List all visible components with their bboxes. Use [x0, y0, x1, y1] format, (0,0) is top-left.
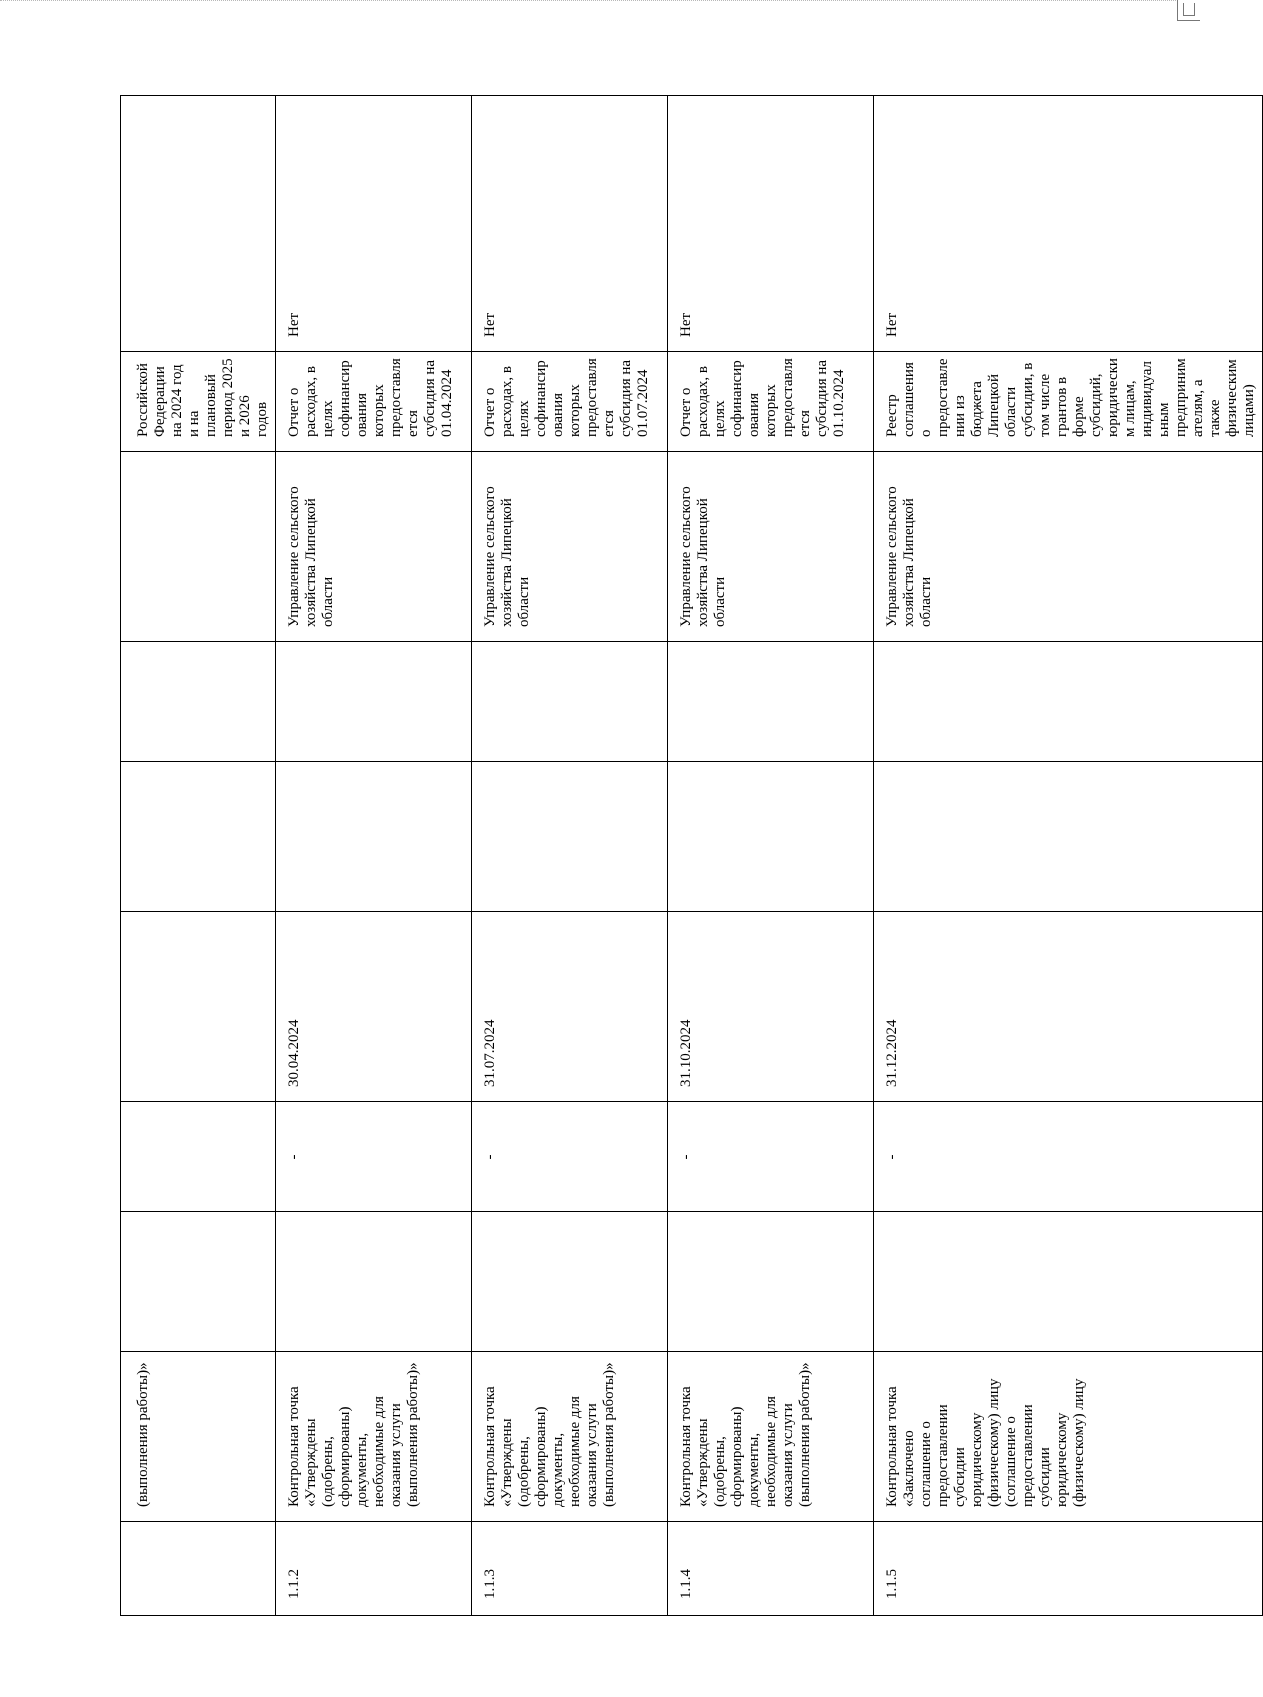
cell-name: Контрольная точка «Утверждены (одобрены, сформированы) документы, необходимые для оказания услуги (выполнения работы)»	[472, 1352, 668, 1522]
cell-number: 1.1.5	[874, 1522, 1263, 1616]
cell-col6	[472, 762, 668, 912]
table-row	[668, 96, 874, 1616]
cell-start	[472, 1212, 668, 1352]
cell-end-date: 31.10.2024	[668, 912, 874, 1102]
control-points-table	[120, 95, 1263, 1616]
cell-dash	[121, 1102, 276, 1212]
cell-start	[668, 1212, 874, 1352]
scan-edge	[0, 0, 1200, 4]
cell-document: Отчет о расходах, в целях софинансирования которых предоставляется субсидия на 01.07.2024	[472, 352, 668, 452]
cell-number: 1.1.2	[276, 1522, 472, 1616]
cell-responsible: Управление сельского хозяйства Липецкой области	[276, 452, 472, 642]
cell-start	[276, 1212, 472, 1352]
cell-dash: -	[668, 1102, 874, 1212]
cell-col6	[874, 762, 1263, 912]
cell-col7	[121, 642, 276, 762]
cell-name: Контрольная точка «Утверждены (одобрены, сформированы) документы, необходимые для оказания услуги (выполнения работы)»	[276, 1352, 472, 1522]
cell-dash: -	[874, 1102, 1263, 1212]
cell-col6	[276, 762, 472, 912]
table-row	[874, 96, 1263, 1616]
cell-flag	[121, 96, 276, 352]
table-row	[472, 96, 668, 1616]
table-row	[276, 96, 472, 1616]
page-corner-mark	[1177, 0, 1200, 21]
cell-responsible	[121, 452, 276, 642]
cell-responsible: Управление сельского хозяйства Липецкой области	[874, 452, 1263, 642]
cell-col7	[874, 642, 1263, 762]
cell-document: Реестр соглашения о предоставлении из бюджета Липецкой области субсидии, в том числе грантов в форме субсидий, юридическим лицам, индивидуальным предпринимателям, а также физическим лицами)	[874, 352, 1263, 452]
cell-name: Контрольная точка «Утверждены (одобрены, сформированы) документы, необходимые для оказания услуги (выполнения работы)»	[668, 1352, 874, 1522]
cell-col6	[668, 762, 874, 912]
cell-flag: Нет	[874, 96, 1263, 352]
cell-document: Отчет о расходах, в целях софинансирования которых предоставляется субсидия на 01.04.2024	[276, 352, 472, 452]
cell-flag: Нет	[276, 96, 472, 352]
cell-start	[121, 1212, 276, 1352]
cell-flag: Нет	[668, 96, 874, 352]
cell-number	[121, 1522, 276, 1616]
cell-col6	[121, 762, 276, 912]
cell-number: 1.1.4	[668, 1522, 874, 1616]
cell-flag: Нет	[472, 96, 668, 352]
continuation-row	[121, 96, 276, 1616]
cell-number: 1.1.3	[472, 1522, 668, 1616]
cell-col7	[276, 642, 472, 762]
cell-dash: -	[472, 1102, 668, 1212]
cell-name: (выполнения работы)»	[121, 1352, 276, 1522]
cell-document: Отчет о расходах, в целях софинансирования которых предоставляется субсидия на 01.10.2024	[668, 352, 874, 452]
cell-document: Российской Федерации на 2024 год и на плановый период 2025 и 2026 годов	[121, 352, 276, 452]
cell-end-date	[121, 912, 276, 1102]
cell-responsible: Управление сельского хозяйства Липецкой области	[668, 452, 874, 642]
cell-start	[874, 1212, 1263, 1352]
cell-col7	[668, 642, 874, 762]
cell-name: Контрольная точка «Заключено соглашение о предоставлении субсидии юридическому (физическому) лицу (соглашение о предоставлении субсидии юридическому (физическому) лицу	[874, 1352, 1263, 1522]
cell-end-date: 31.12.2024	[874, 912, 1263, 1102]
cell-end-date: 30.04.2024	[276, 912, 472, 1102]
cell-responsible: Управление сельского хозяйства Липецкой области	[472, 452, 668, 642]
cell-dash: -	[276, 1102, 472, 1212]
cell-end-date: 31.07.2024	[472, 912, 668, 1102]
cell-col7	[472, 642, 668, 762]
